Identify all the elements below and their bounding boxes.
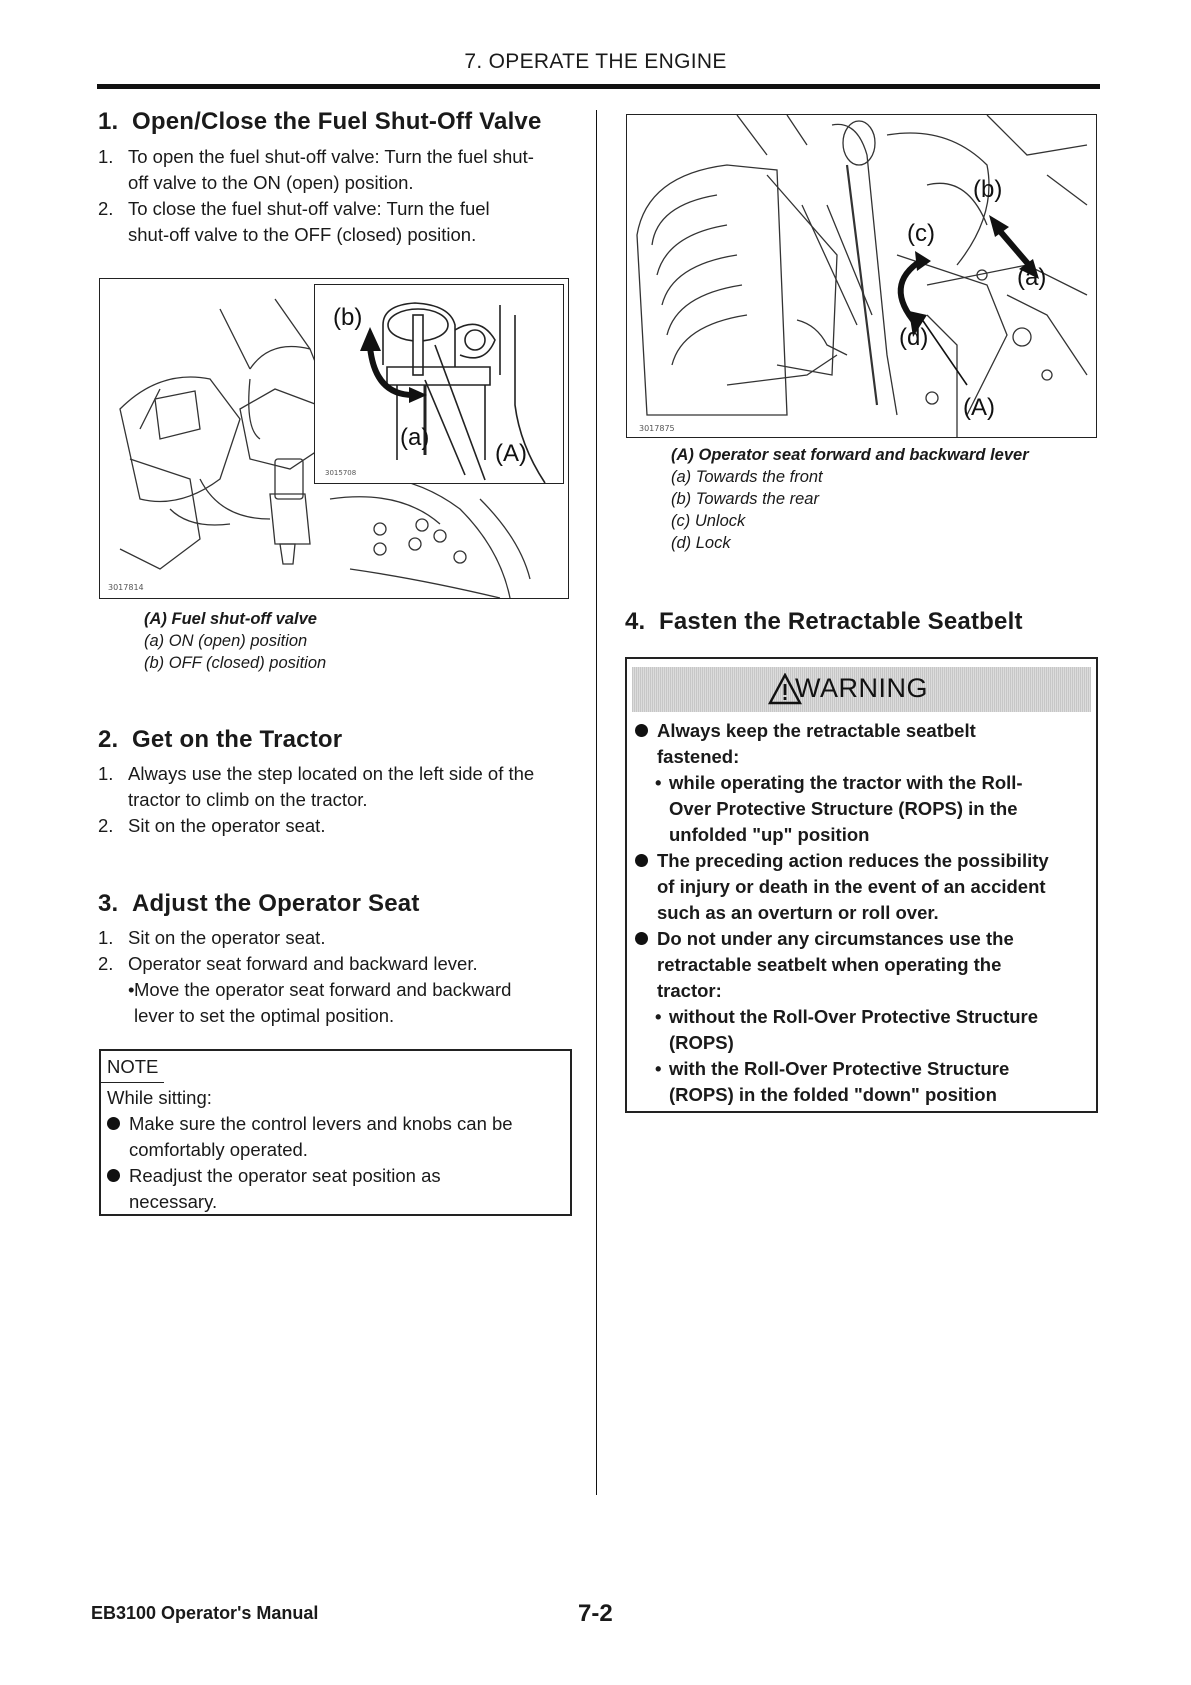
section-3-steps bbox=[98, 925, 578, 1029]
bullet-dot bbox=[107, 1169, 120, 1182]
warning-text: (ROPS) in the folded "down" position bbox=[669, 1084, 997, 1105]
bullet: • bbox=[655, 772, 662, 793]
caption-item: (b) OFF (closed) position bbox=[144, 654, 327, 672]
note-intro: While sitting: bbox=[107, 1087, 212, 1108]
section-1-step bbox=[98, 144, 578, 196]
bullet-dot bbox=[635, 932, 648, 945]
section-3-heading bbox=[98, 890, 420, 918]
section-2-steps bbox=[98, 761, 578, 839]
step-text: To close the fuel shut-off valve: Turn the fuel bbox=[128, 198, 490, 219]
section-2-number: 2. bbox=[98, 726, 119, 753]
warning-text: while operating the tractor with the Roll- bbox=[669, 772, 1023, 793]
section-4-heading bbox=[625, 608, 1023, 636]
caption-item: (d) Lock bbox=[671, 534, 731, 552]
label-A: (A) bbox=[963, 394, 995, 421]
label-b: (b) bbox=[333, 304, 363, 331]
bullet-dot bbox=[635, 724, 648, 737]
fuel-valve-figure bbox=[99, 278, 569, 599]
section-4-title: Fasten the Retractable Seatbelt bbox=[659, 608, 1023, 635]
note-box bbox=[99, 1049, 572, 1216]
warning-text: (ROPS) bbox=[669, 1032, 734, 1053]
section-3-number: 3. bbox=[98, 890, 119, 917]
warning-text: tractor: bbox=[657, 980, 722, 1001]
step-text: shut-off valve to the OFF (closed) position. bbox=[128, 224, 477, 245]
section-2-step bbox=[98, 813, 578, 839]
warning-text: of injury or death in the event of an accident bbox=[657, 876, 1046, 897]
figure-2-caption bbox=[671, 444, 1029, 554]
warning-title: WARNING bbox=[795, 673, 928, 703]
section-1-title: Open/Close the Fuel Shut-Off Valve bbox=[132, 108, 542, 135]
warning-subitem bbox=[627, 1056, 1096, 1108]
step-number: 1. bbox=[98, 927, 114, 948]
note-item-text: Readjust the operator seat position as bbox=[129, 1165, 441, 1186]
caption-main: (A) Fuel shut-off valve bbox=[144, 610, 317, 628]
column-divider bbox=[596, 110, 597, 1495]
bullet: • bbox=[128, 979, 135, 1000]
caption-item: (c) Unlock bbox=[671, 512, 746, 530]
section-1-number: 1. bbox=[98, 108, 119, 135]
seat-lever-figure bbox=[626, 114, 1097, 438]
section-1-heading bbox=[98, 108, 542, 136]
step-number: 1. bbox=[98, 146, 114, 167]
step-text: Sit on the operator seat. bbox=[128, 927, 326, 948]
section-2-heading bbox=[98, 726, 342, 754]
warning-subitem bbox=[627, 1004, 1096, 1056]
step-number: 1. bbox=[98, 763, 114, 784]
bullet: • bbox=[655, 1006, 662, 1027]
label-A: (A) bbox=[495, 440, 527, 467]
seat-lever-illustration bbox=[627, 115, 1096, 437]
caption-main: (A) Operator seat forward and backward lever bbox=[671, 446, 1029, 464]
fuel-valve-inset bbox=[314, 284, 564, 484]
note-item-text: comfortably operated. bbox=[129, 1139, 308, 1160]
figure-code: 3017814 bbox=[108, 583, 144, 592]
warning-text: retractable seatbelt when operating the bbox=[657, 954, 1002, 975]
warning-text: Always keep the retractable seatbelt bbox=[657, 720, 976, 741]
warning-text: unfolded "up" position bbox=[669, 824, 870, 845]
step-text: Sit on the operator seat. bbox=[128, 815, 326, 836]
warning-text: such as an overturn or roll over. bbox=[657, 902, 939, 923]
label-a: (a) bbox=[400, 424, 430, 451]
step-text: Always use the step located on the left side of the bbox=[128, 763, 535, 784]
section-3-step bbox=[98, 925, 578, 951]
warning-banner bbox=[632, 667, 1091, 712]
substep-text: lever to set the optimal position. bbox=[134, 1005, 395, 1026]
section-1-steps bbox=[98, 144, 578, 248]
footer-page-number: 7-2 bbox=[578, 1600, 613, 1627]
step-text: To open the fuel shut-off valve: Turn the fuel shut- bbox=[128, 146, 534, 167]
note-item-text: necessary. bbox=[129, 1191, 218, 1212]
label-d: (d) bbox=[899, 324, 929, 351]
step-text: Operator seat forward and backward lever. bbox=[128, 953, 478, 974]
step-number: 2. bbox=[98, 953, 114, 974]
section-3-substep bbox=[98, 977, 578, 1029]
note-item-text: Make sure the control levers and knobs can be bbox=[129, 1113, 513, 1134]
step-text: tractor to climb on the tractor. bbox=[128, 789, 368, 810]
warning-text: with the Roll-Over Protective Structure bbox=[669, 1058, 1010, 1079]
section-2-title: Get on the Tractor bbox=[132, 726, 343, 753]
warning-text: fastened: bbox=[657, 746, 740, 767]
figure-1-caption bbox=[144, 608, 326, 674]
note-item bbox=[101, 1111, 570, 1163]
step-number: 2. bbox=[98, 815, 114, 836]
label-c: (c) bbox=[907, 220, 935, 247]
bullet-dot bbox=[635, 854, 648, 867]
warning-subitem bbox=[627, 770, 1096, 848]
section-3-step bbox=[98, 951, 578, 977]
warning-box bbox=[625, 657, 1098, 1113]
label-b: (b) bbox=[973, 176, 1003, 203]
warning-text: The preceding action reduces the possibility bbox=[657, 850, 1049, 871]
caption-item: (a) ON (open) position bbox=[144, 632, 308, 650]
substep-text: Move the operator seat forward and backward bbox=[134, 979, 512, 1000]
warning-text: Do not under any circumstances use the bbox=[657, 928, 1014, 949]
bullet-dot bbox=[107, 1117, 120, 1130]
caption-item: (b) Towards the rear bbox=[671, 490, 819, 508]
section-3-title: Adjust the Operator Seat bbox=[132, 890, 420, 917]
note-item bbox=[101, 1163, 570, 1215]
step-number: 2. bbox=[98, 198, 114, 219]
warning-text: Over Protective Structure (ROPS) in the bbox=[669, 798, 1018, 819]
warning-text: without the Roll-Over Protective Structure bbox=[669, 1006, 1039, 1027]
section-1-step bbox=[98, 196, 578, 248]
footer-manual-title: EB3100 Operator's Manual bbox=[91, 1603, 319, 1623]
step-text: off valve to the ON (open) position. bbox=[128, 172, 414, 193]
page-header-title: 7. OPERATE THE ENGINE bbox=[464, 50, 727, 73]
inset-code: 3015708 bbox=[325, 469, 357, 477]
warning-item bbox=[627, 926, 1096, 1004]
section-4-number: 4. bbox=[625, 608, 646, 635]
figure-code: 3017875 bbox=[639, 424, 675, 433]
warning-item bbox=[627, 848, 1096, 926]
note-heading: NOTE bbox=[101, 1051, 164, 1083]
warning-item bbox=[627, 718, 1096, 770]
bullet: • bbox=[655, 1058, 662, 1079]
section-2-step bbox=[98, 761, 578, 813]
fuel-valve-inset-illustration bbox=[315, 285, 563, 483]
header-rule bbox=[97, 84, 1100, 89]
label-a: (a) bbox=[1017, 264, 1047, 291]
caption-item: (a) Towards the front bbox=[671, 468, 823, 486]
